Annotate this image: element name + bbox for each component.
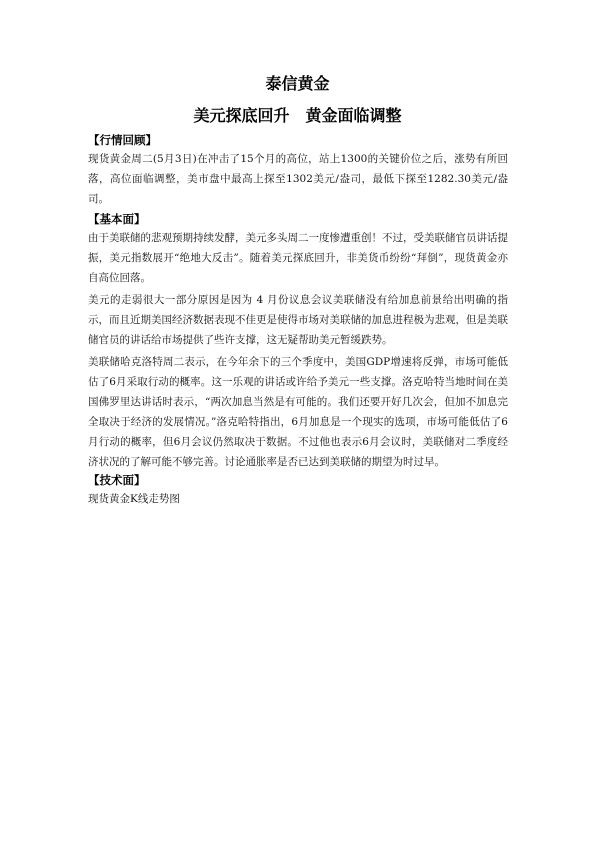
section-heading-technicals: 【技术面】 bbox=[88, 473, 146, 487]
document-subtitle: 美元探底回升 黄金面临调整 bbox=[193, 106, 402, 125]
section-market-review bbox=[88, 132, 508, 209]
section-heading-fundamentals: 【基本面】 bbox=[88, 212, 146, 226]
paragraph-fundamentals-1: 由于美联储的悲观预期持续发酵，美元多头周二一度惨遭重创！不过，受美联储官员讲话提振，美元指数展开“绝地大反击”。随着美元探底回升，非美货币纷纷“拜倒”，现货黄金亦自高位回落。 bbox=[88, 232, 508, 284]
paragraph-fundamentals-2: 美元的走弱很大一部分原因是因为 4 月份议息会议美联储没有给加息前景给出明确的指示，而且近期美国经济数据表现不佳更是使得市场对美联储的加息进程极为悲观，但是美联储官员的讲话给市场提供了些许支撑，这无疑帮助美元暂缓跌势。 bbox=[88, 294, 508, 346]
paragraph-technicals-1: 现货黄金K线走势图 bbox=[88, 493, 180, 505]
section-heading-market-review: 【行情回顾】 bbox=[88, 133, 157, 147]
section-fundamentals bbox=[88, 211, 508, 472]
document-title: 泰信黄金 bbox=[265, 74, 330, 93]
paragraph-fundamentals-3: 美联储哈克洛特周二表示，在今年余下的三个季度中，美国GDP增速将反弹，市场可能低估了6月采取行动的概率。这一乐观的讲话或许给予美元一些支撑。洛克哈特当地时间在美国佛罗里达讲话时表示，“两次加息当然是有可能的。我们还要开好几次会，但加不加息完全取决于经济的发展情况。”洛克哈特指出，6月加息是一个现实的选项，市场可能低估了6月行动的概率，但6月会议仍然取决于数据。不过他也表示6月会议时，美联储对二季度经济状况的了解可能不够完善。讨论通胀率是否已达到美联储的期望为时过早。 bbox=[88, 356, 508, 468]
section-technicals bbox=[88, 472, 508, 509]
paragraph-market-review-1: 现货黄金周二(5月3日)在冲击了15个月的高位，站上1300的关键价位之后，涨势有所回落，高位面临调整，美市盘中最高上探至1302美元/盎司，最低下探至1282.30美元/盎司。 bbox=[88, 153, 508, 205]
document-body bbox=[88, 132, 508, 511]
